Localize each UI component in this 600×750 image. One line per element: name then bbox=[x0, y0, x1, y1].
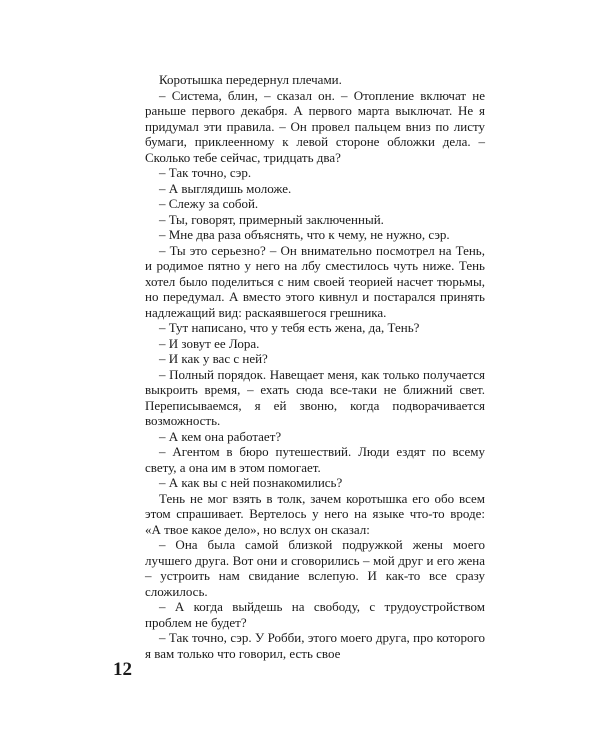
paragraph: – Тут написано, что у тебя есть жена, да, Тень? bbox=[159, 320, 420, 335]
paragraph: – А как вы с ней познакомились? bbox=[159, 475, 343, 490]
paragraph: Коротышка передернул плечами. bbox=[159, 72, 342, 87]
paragraph: – А когда выйдешь на свободу, с трудоустройством проблем не будет? bbox=[145, 599, 485, 630]
paragraph: – Система, блин, – сказал он. – Отопление включат не раньше первого декабря. А первого марта выключат. Не я придумал эти правила. – Он провел пальцем вниз по листу бумаги, приклеенному к левой стороне обложки дела. – Сколько тебе сейчас, тридцать два? bbox=[145, 87, 485, 165]
paragraph: Тень не мог взять в толк, зачем коротышка его обо всем этом спрашивает. Вертелось у него на языке что-то вроде: «А твое какое дело», но вслух он сказал: bbox=[145, 490, 485, 537]
paragraph: – А кем она работает? bbox=[159, 428, 282, 444]
paragraph: – Полный порядок. Навещает меня, как только получается выкроить время, – ехать сюда все-таки не ближний свет. Переписываемся, я ей звоню, когда подворачивается возможность. bbox=[145, 366, 485, 428]
page-number: 12 bbox=[113, 659, 132, 680]
paragraph: – Она была самой близкой подружкой жены моего лучшего друга. Вот они и сговорились – мой друг и его жена – устроить нам свидание вслепую. И как-то все сразу сложилось. bbox=[145, 537, 485, 599]
paragraph: – Мне два раза объяснять, что к чему, не нужно, сэр. bbox=[159, 227, 450, 242]
paragraph: – Так точно, сэр. bbox=[159, 165, 252, 180]
paragraph: – Так точно, сэр. У Робби, этого моего друга, про которого я вам только что говорил, есть свое bbox=[145, 630, 485, 661]
body-text bbox=[145, 72, 485, 661]
paragraph: – И зовут ее Лора. bbox=[159, 335, 260, 351]
paragraph: – Ты это серьезно? – Он внимательно посмотрел на Тень, и родимое пятно у него на лбу сместилось чуть ниже. Тень хотел было поделиться с ним своей теорией насчет тюрьмы, но передумал. А вместо этого кивнул и постарался принять надлежащий вид: раскаявшегося грешника. bbox=[145, 242, 485, 320]
paragraph: – И как у вас с ней? bbox=[159, 351, 268, 366]
paragraph: – Агентом в бюро путешествий. Люди ездят по всему свету, а она им в этом помогает. bbox=[145, 444, 485, 475]
paragraph: – Слежу за собой. bbox=[159, 196, 259, 211]
paragraph: – А выглядишь моложе. bbox=[159, 180, 292, 196]
paragraph: – Ты, говорят, примерный заключенный. bbox=[159, 211, 384, 227]
